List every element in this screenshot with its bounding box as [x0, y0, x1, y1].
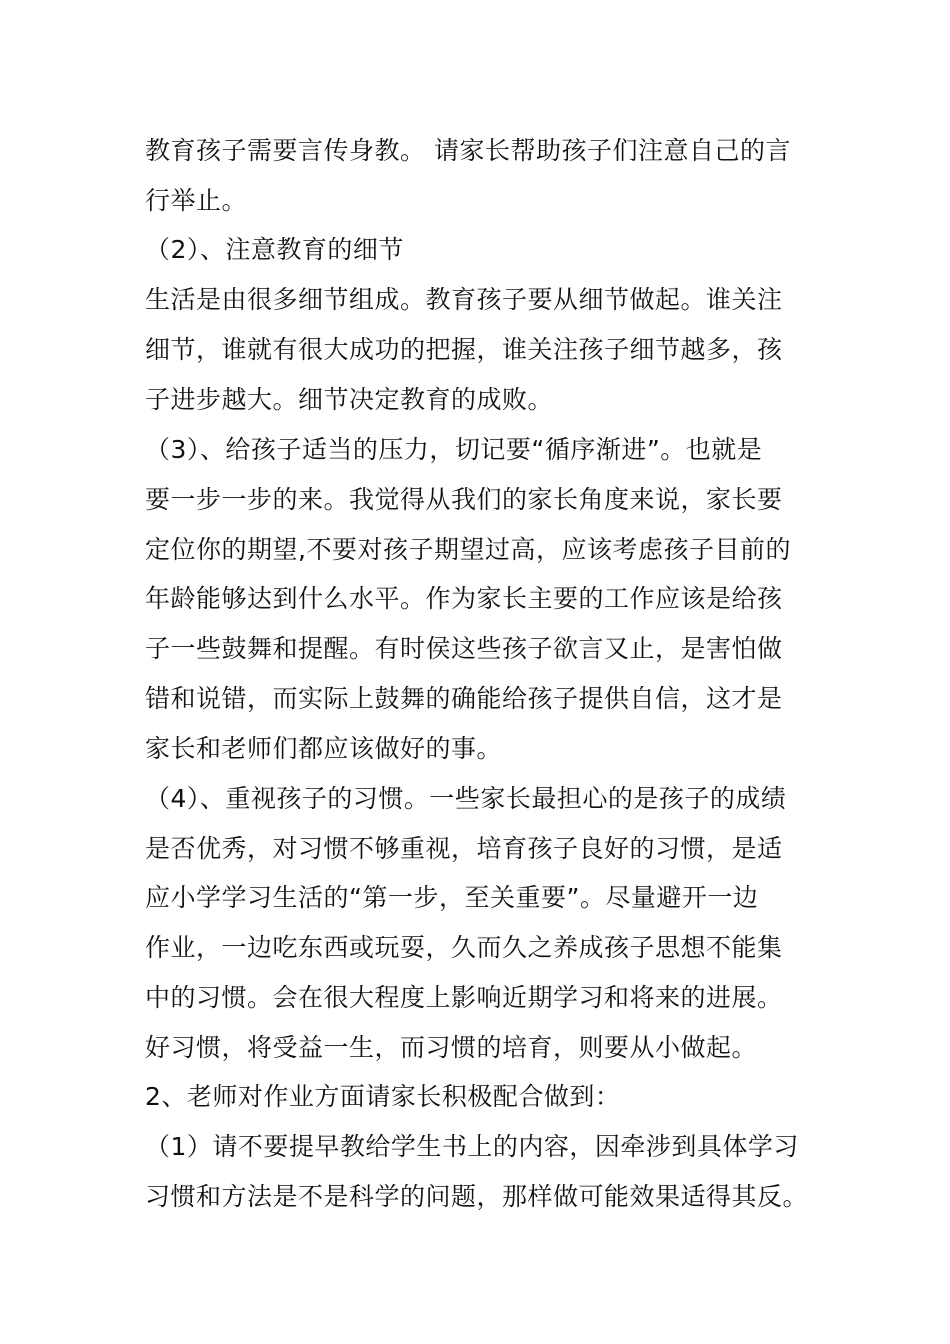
paragraph-line: 要一步一步的来。我觉得从我们的家长角度来说，家长要: [145, 485, 783, 514]
paragraph-line: 子一些鼓舞和提醒。有时侯这些孩子欲言又止，是害怕做: [145, 634, 783, 663]
paragraph-line: （3）、给孩子适当的压力，切记要“循序渐进”。也就是: [145, 435, 763, 464]
section-heading: 2、老师对作业方面请家长积极配合做到：: [145, 1082, 621, 1111]
paragraph-line: 生活是由很多细节组成。教育孩子要从细节做起。谁关注: [145, 285, 783, 314]
paragraph-line: （1）请不要提早教给学生书上的内容，因牵涉到具体学习: [145, 1132, 799, 1161]
paragraph-line: 年龄能够达到什么水平。作为家长主要的工作应该是给孩: [145, 584, 783, 613]
paragraph-line: （4）、重视孩子的习惯。一些家长最担心的是孩子的成绩: [145, 784, 787, 813]
paragraph-line: 行举止。: [145, 186, 248, 215]
paragraph-line: 应小学学习生活的“第一步，至关重要”。尽量避开一边: [145, 883, 759, 912]
paragraph-line: 中的习惯。会在很大程度上影响近期学习和将来的进展。: [145, 983, 783, 1012]
paragraph-line: 教育孩子需要言传身教。 请家长帮助孩子们注意自己的言: [145, 136, 791, 165]
paragraph-line: 作业，一边吃东西或玩耍，久而久之养成孩子思想不能集: [145, 933, 783, 962]
section-heading: （2）、注意教育的细节: [145, 235, 404, 264]
paragraph-line: 细节，谁就有很大成功的把握，谁关注孩子细节越多，孩: [145, 335, 783, 364]
paragraph-line: 家长和老师们都应该做好的事。: [145, 734, 503, 763]
paragraph-line: 是否优秀，对习惯不够重视，培育孩子良好的习惯，是适: [145, 834, 783, 863]
paragraph-line: 错和说错，而实际上鼓舞的确能给孩子提供自信，这才是: [145, 684, 783, 713]
paragraph-line: 好习惯，将受益一生，而习惯的培育，则要从小做起。: [145, 1033, 758, 1062]
paragraph-line: 定位你的期望,不要对孩子期望过高，应该考虑孩子目前的: [145, 535, 791, 564]
paragraph-line: 习惯和方法是不是科学的问题，那样做可能效果适得其反。: [145, 1182, 809, 1211]
paragraph-line: 子进步越大。细节决定教育的成败。: [145, 385, 554, 414]
